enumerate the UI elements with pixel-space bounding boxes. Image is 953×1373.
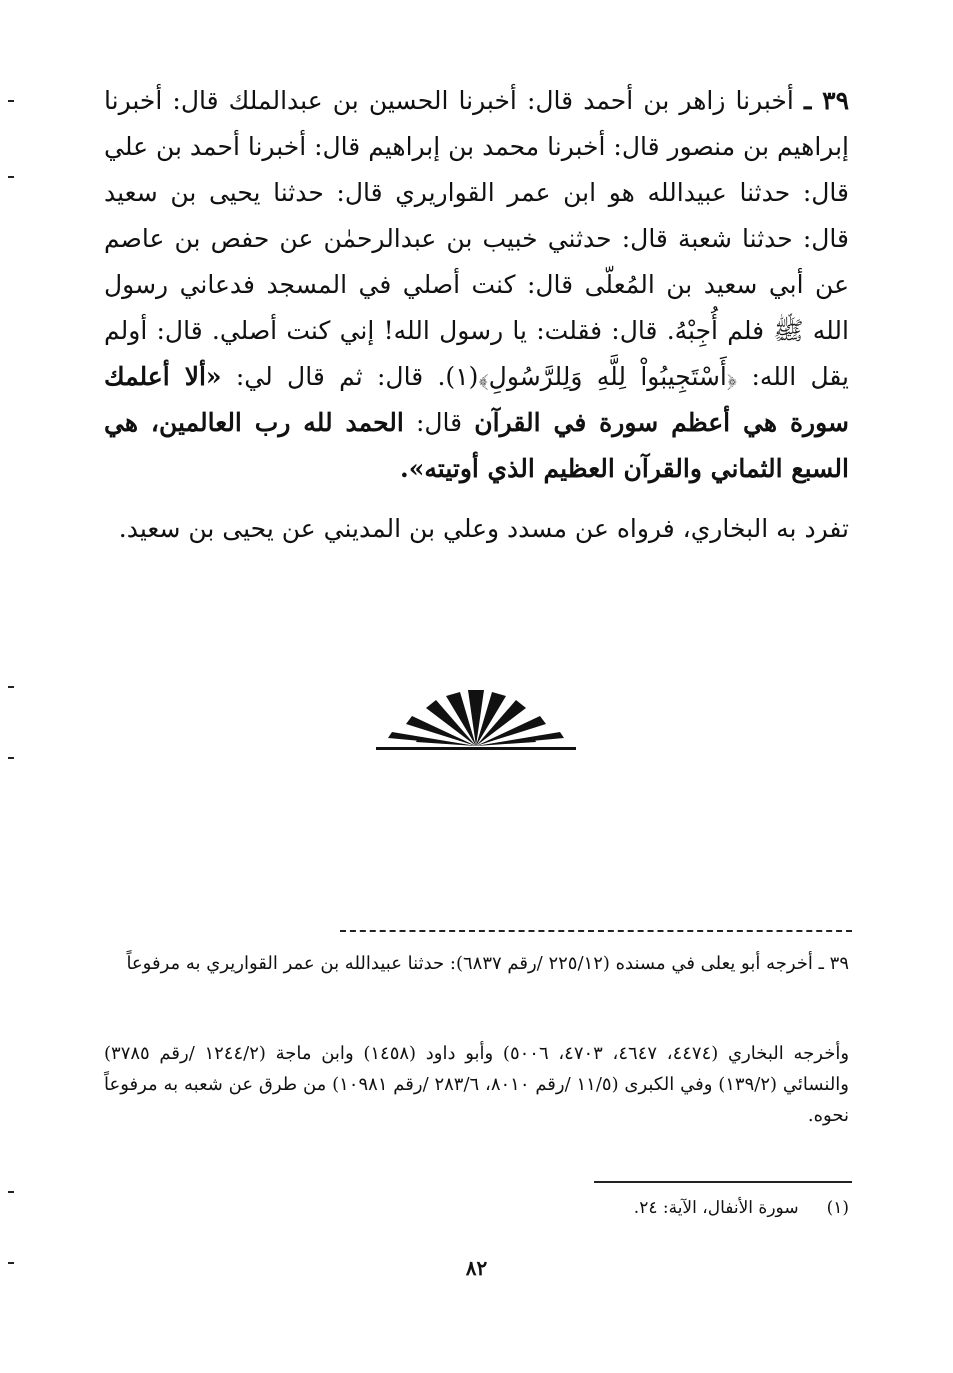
note-separator	[594, 1181, 852, 1183]
footnote	[634, 1194, 849, 1222]
scan-mark	[8, 686, 14, 688]
takhrij-text-1: ٣٩ ـ أخرجه أبو يعلى في مسنده (٢٢٥/١٢ /رقم ٦٨٣٧): حدثنا عبيدالله بن عمر القواريري به مرفوعاً	[126, 953, 849, 974]
hadith-quote-part2: الحمد لله رب العالمين، هي السبع الثماني والقرآن العظيم الذي أوتيته».	[104, 408, 849, 483]
scan-mark	[8, 1191, 14, 1193]
takhrij-paragraph-1	[104, 948, 849, 979]
hadith-text: أخبرنا زاهر بن أحمد قال: أخبرنا الحسين بن عبدالملك قال: أخبرنا إبراهيم بن منصور قال: أخبرنا محمد بن إبراهيم قال: أخبرنا أحمد بن علي قال: حدثنا عبيدالله هو ابن عمر القواريري قال: حدثنا يحيى بن سعيد قال: حدثنا شعبة قال: حدثني خبيب بن عبدالرحمٰن عن حفص بن عاصم عن أبي سعيد بن المُعلّى قال: كنت أصلي في المسجد فدعاني رسول الله ﷺ فلم أُجِبْهُ. قال: فقلت: يا رسول الله! إني كنت أصلي. قال: أولم يقل الله: ﴿أَسْتَجِيبُواْ لِلَّهِ وَلِلرَّسُولِ﴾(١). قال: ثم قال لي:	[104, 86, 849, 391]
scan-mark	[8, 757, 14, 759]
footnote-marker: (١)	[826, 1198, 849, 1218]
scan-mark	[8, 176, 14, 178]
page-number: ٨٢	[465, 1256, 488, 1280]
footnote-separator	[340, 930, 852, 932]
hadith-block	[104, 78, 849, 552]
hadith-quote-said: قال:	[403, 408, 475, 437]
scan-mark	[8, 100, 14, 102]
takhrij-text-2: وأخرجه البخاري (٤٤٧٤، ٤٦٤٧، ٤٧٠٣، ٥٠٠٦) وأبو داود (١٤٥٨) وابن ماجة (١٢٤٤/٢ /رقم ٣٧٨٥) والنسائي (١٣٩/٢) وفي الكبرى (١١/٥ /رقم ٨٠١٠، ٢٨٣/٦ /رقم ١٠٩٨١) من طرق عن شعبه به مرفوعاً نحوه.	[104, 1043, 850, 1126]
footnote-text: سورة الأنفال، الآية: ٢٤.	[633, 1198, 799, 1218]
hadith-number: ٣٩ ـ	[803, 86, 850, 115]
sunburst-ornament-icon	[376, 688, 576, 752]
hadith-quote-part1: «ألا أعلمك سورة هي أعظم سورة في القرآن	[104, 362, 849, 437]
takhrij-paragraph-2	[104, 1038, 849, 1131]
hadith-paragraph	[104, 78, 849, 492]
hadith-comment: تفرد به البخاري، فرواه عن مسدد وعلي بن المديني عن يحيى بن سعيد.	[118, 514, 849, 543]
